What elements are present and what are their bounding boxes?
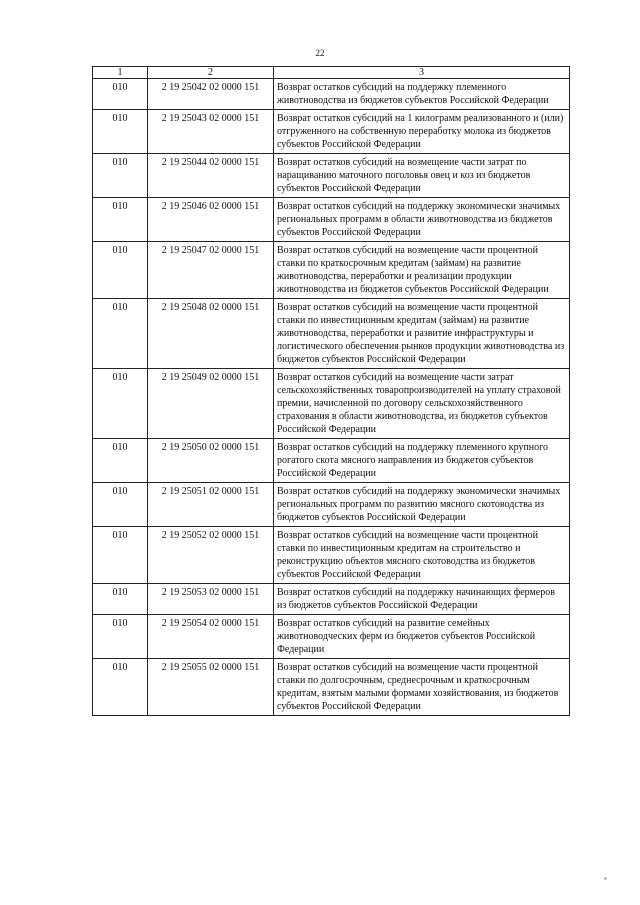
table-row <box>93 659 570 716</box>
table-row <box>93 154 570 198</box>
description-cell: Возврат остатков субсидий на поддержку экономически значимых региональных программ в области животноводства из бюджетов субъектов Российской Федерации <box>274 198 570 242</box>
column-header-2: 2 <box>148 67 274 79</box>
table-row <box>93 369 570 439</box>
description-cell: Возврат остатков субсидий на поддержку племенного крупного рогатого скота мясного направления из бюджетов субъектов Российской Федерации <box>274 439 570 483</box>
page-number: 22 <box>315 48 325 58</box>
table-row <box>93 79 570 110</box>
description-cell: Возврат остатков субсидий на возмещение части процентной ставки по инвестиционным кредитам (займам) на развитие животноводства, переработки и развитие инфраструктуры и логистического обеспечения рынков продукции животноводства из бюджетов субъектов Российской Федерации <box>274 299 570 369</box>
admin-code-cell: 010 <box>93 615 148 659</box>
admin-code-cell: 010 <box>93 369 148 439</box>
admin-code-cell: 010 <box>93 79 148 110</box>
description-cell: Возврат остатков субсидий на развитие семейных животноводческих ферм из бюджетов субъектов Российской Федерации <box>274 615 570 659</box>
admin-code-cell: 010 <box>93 110 148 154</box>
description-cell: Возврат остатков субсидий на поддержку племенного животноводства из бюджетов субъектов Российской Федерации <box>274 79 570 110</box>
budget-code-cell: 2 19 25046 02 0000 151 <box>148 198 274 242</box>
column-header-3: 3 <box>274 67 570 79</box>
budget-code-cell: 2 19 25054 02 0000 151 <box>148 615 274 659</box>
admin-code-cell: 010 <box>93 242 148 299</box>
budget-code-cell: 2 19 25044 02 0000 151 <box>148 154 274 198</box>
admin-code-cell: 010 <box>93 154 148 198</box>
admin-code-cell: 010 <box>93 584 148 615</box>
table-row <box>93 615 570 659</box>
description-cell: Возврат остатков субсидий на 1 килограмм реализованного и (или) отгруженного на собственную переработку молока из бюджетов субъектов Российской Федерации <box>274 110 570 154</box>
table-row <box>93 439 570 483</box>
table-header-row <box>93 67 570 79</box>
description-cell: Возврат остатков субсидий на возмещение части затрат по наращиванию маточного поголовья овец и коз из бюджетов субъектов Российской Федерации <box>274 154 570 198</box>
budget-code-cell: 2 19 25047 02 0000 151 <box>148 242 274 299</box>
table-row <box>93 483 570 527</box>
budget-code-cell: 2 19 25050 02 0000 151 <box>148 439 274 483</box>
table-row <box>93 198 570 242</box>
budget-code-cell: 2 19 25048 02 0000 151 <box>148 299 274 369</box>
admin-code-cell: 010 <box>93 659 148 716</box>
description-cell: Возврат остатков субсидий на поддержку экономически значимых региональных программ по развитию мясного скотоводства из бюджетов субъектов Российской Федерации <box>274 483 570 527</box>
budget-code-cell: 2 19 25042 02 0000 151 <box>148 79 274 110</box>
column-header-1: 1 <box>93 67 148 79</box>
table-row <box>93 299 570 369</box>
scan-mark: ▪ <box>604 874 607 883</box>
budget-code-cell: 2 19 25055 02 0000 151 <box>148 659 274 716</box>
table-row <box>93 527 570 584</box>
description-cell: Возврат остатков субсидий на поддержку начинающих фермеров из бюджетов субъектов Российской Федерации <box>274 584 570 615</box>
budget-code-cell: 2 19 25053 02 0000 151 <box>148 584 274 615</box>
admin-code-cell: 010 <box>93 198 148 242</box>
admin-code-cell: 010 <box>93 483 148 527</box>
budget-code-cell: 2 19 25043 02 0000 151 <box>148 110 274 154</box>
table-row <box>93 110 570 154</box>
budget-code-cell: 2 19 25049 02 0000 151 <box>148 369 274 439</box>
table-row <box>93 584 570 615</box>
admin-code-cell: 010 <box>93 527 148 584</box>
description-cell: Возврат остатков субсидий на возмещение части процентной ставки по инвестиционным кредитам на строительство и реконструкцию объектов мясного скотоводства из бюджетов субъектов Российской Федерации <box>274 527 570 584</box>
description-cell: Возврат остатков субсидий на возмещение части затрат сельскохозяйственных товаропроизводителей на уплату страховой премии, начисленной по договору сельскохозяйственного страхования в области животноводства, из бюджетов субъектов Российской Федерации <box>274 369 570 439</box>
budget-code-table <box>92 66 570 716</box>
admin-code-cell: 010 <box>93 299 148 369</box>
admin-code-cell: 010 <box>93 439 148 483</box>
table-row <box>93 242 570 299</box>
description-cell: Возврат остатков субсидий на возмещение части процентной ставки по долгосрочным, среднесрочным и краткосрочным кредитам, взятым малыми формами хозяйствования, из бюджетов субъектов Российской Федерации <box>274 659 570 716</box>
budget-code-cell: 2 19 25052 02 0000 151 <box>148 527 274 584</box>
budget-code-cell: 2 19 25051 02 0000 151 <box>148 483 274 527</box>
description-cell: Возврат остатков субсидий на возмещение части процентной ставки по краткосрочным кредитам (займам) на развитие животноводства, переработки и реализации продукции животноводства из бюджетов субъектов Российской Федерации <box>274 242 570 299</box>
